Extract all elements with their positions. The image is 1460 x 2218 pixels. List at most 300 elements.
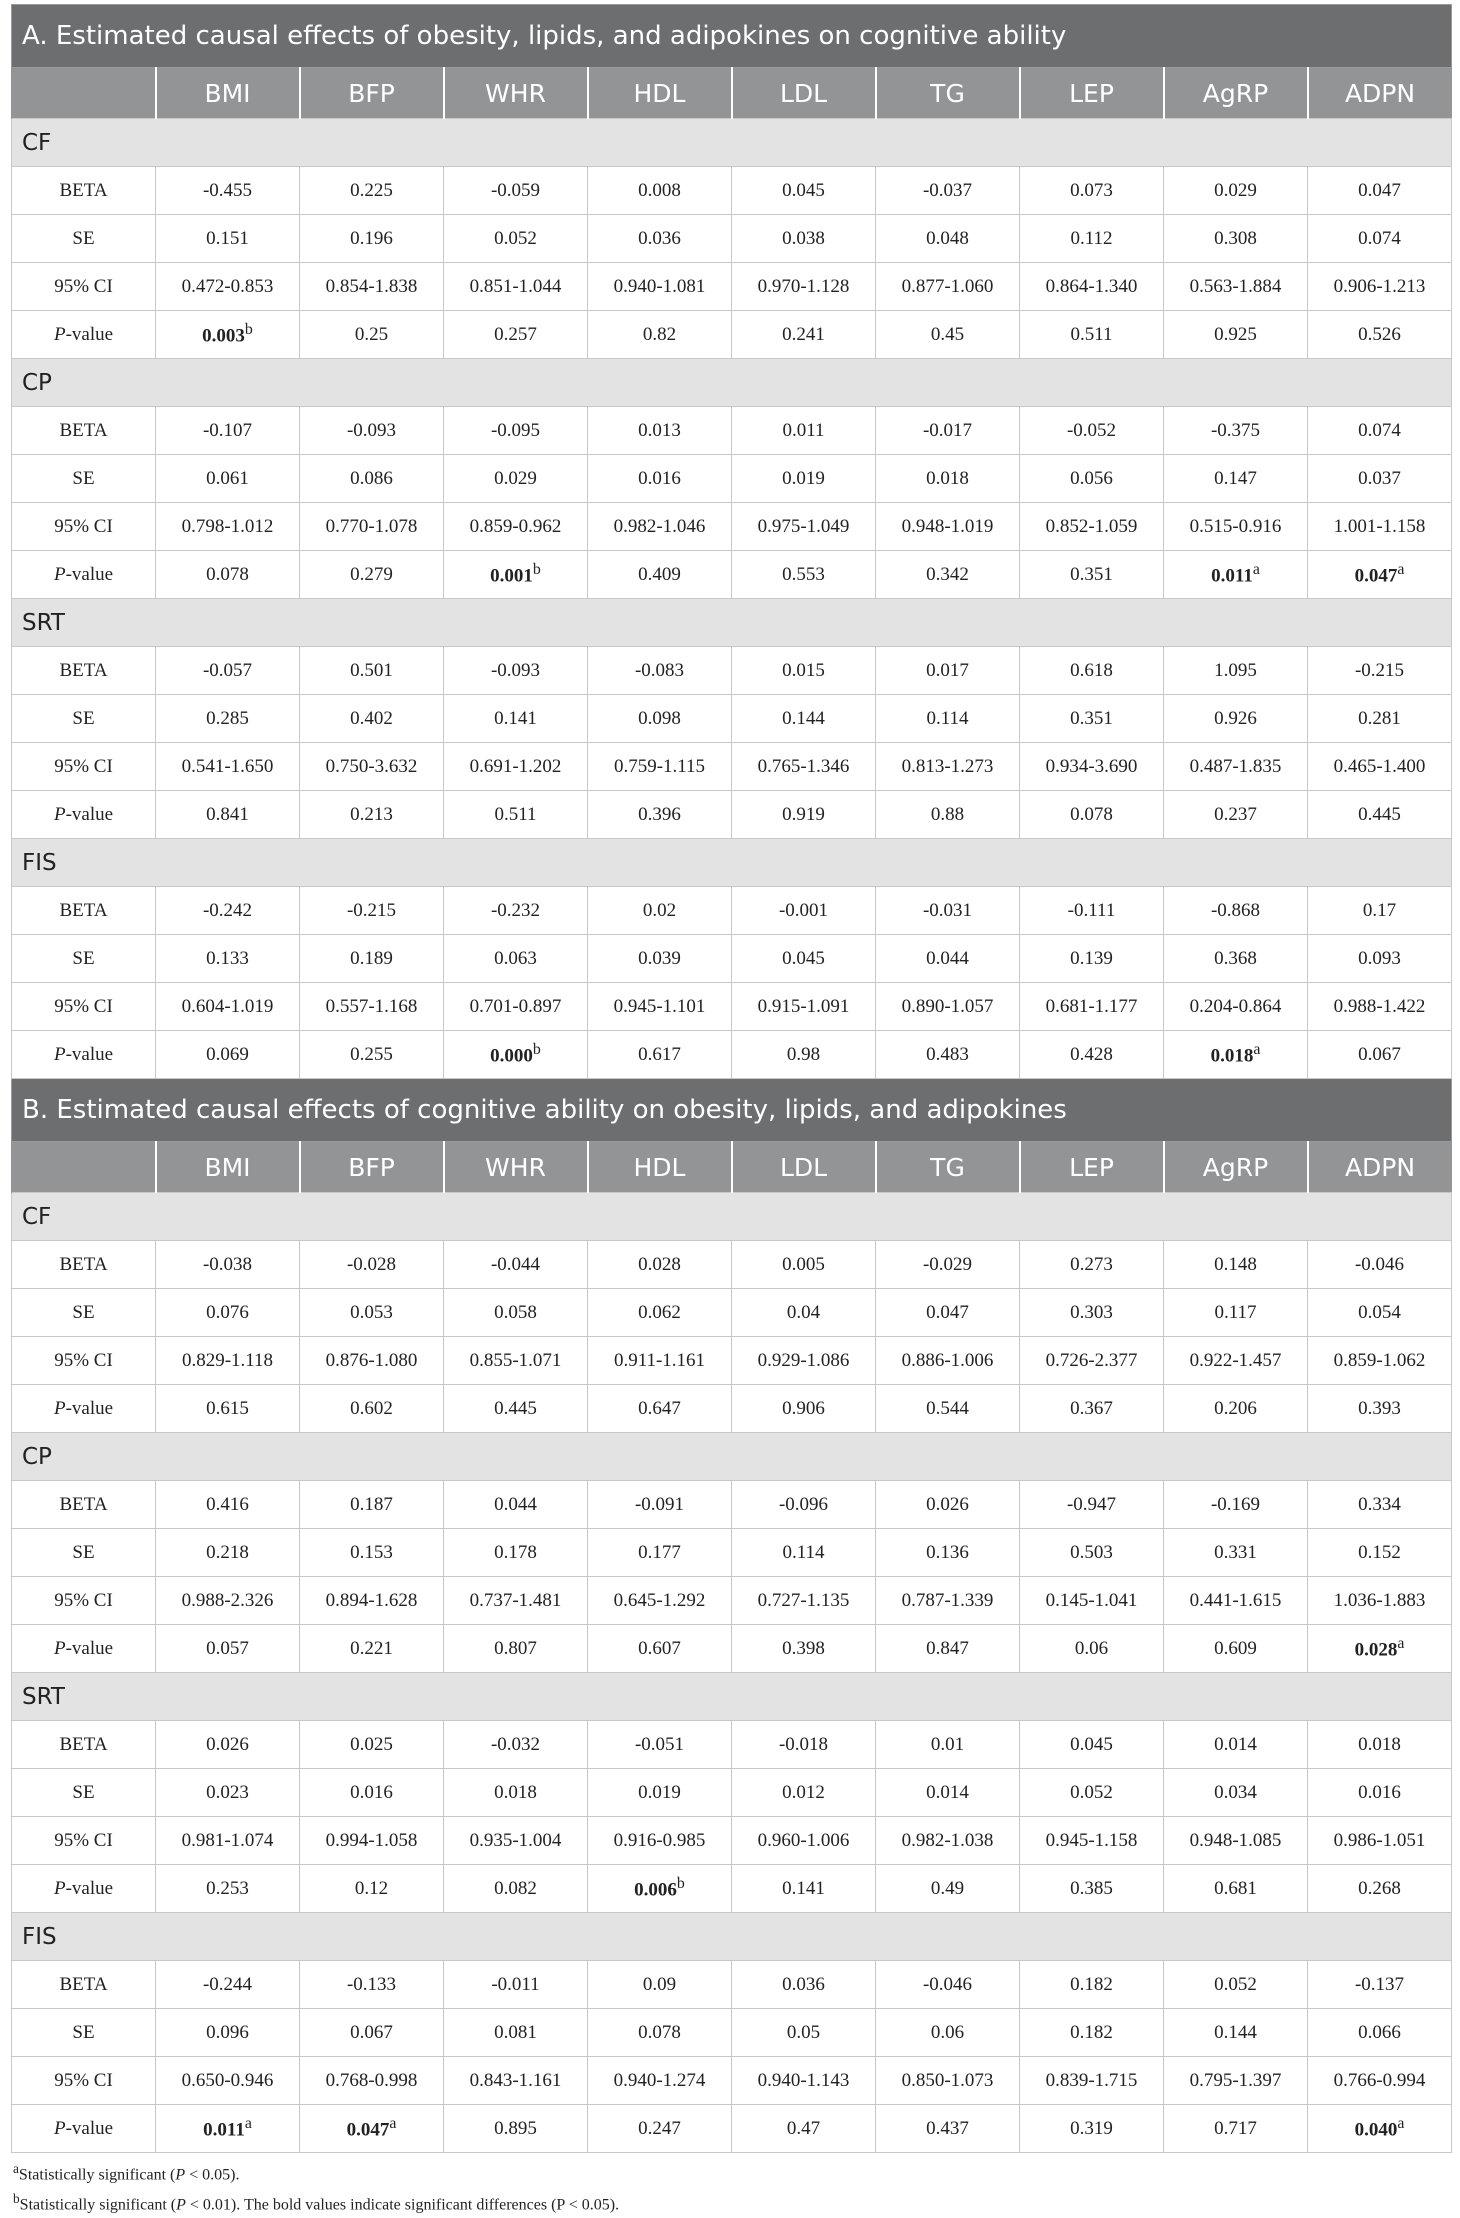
p-value: 0.717 xyxy=(1214,2117,1257,2139)
ci-row xyxy=(12,743,1452,791)
p-value: 0.351 xyxy=(1070,563,1113,585)
p-label-suffix: -value xyxy=(65,803,114,825)
se-cell: 0.177 xyxy=(588,1529,732,1577)
beta-cell: 0.052 xyxy=(1164,1961,1308,2009)
ci-cell: 0.922-1.457 xyxy=(1164,1337,1308,1385)
p-value-row xyxy=(12,2105,1452,2153)
se-cell: 0.061 xyxy=(156,455,300,503)
ci-cell: 0.813-1.273 xyxy=(876,743,1020,791)
se-cell: 0.016 xyxy=(300,1769,444,1817)
row-label: SE xyxy=(12,935,156,983)
ci-cell: 0.787-1.339 xyxy=(876,1577,1020,1625)
p-value: 0.47 xyxy=(786,2117,821,2139)
ci-cell: 0.859-0.962 xyxy=(444,503,588,551)
ci-cell: 0.798-1.012 xyxy=(156,503,300,551)
se-cell: 0.144 xyxy=(732,695,876,743)
p-value: 0.047 xyxy=(346,2119,390,2141)
row-label: BETA xyxy=(12,1241,156,1289)
p-value: 0.841 xyxy=(206,803,249,825)
beta-cell: 0.017 xyxy=(876,647,1020,695)
ci-cell: 0.839-1.715 xyxy=(1020,2057,1164,2105)
beta-row xyxy=(12,647,1452,695)
ci-cell: 0.981-1.074 xyxy=(156,1817,300,1865)
se-cell: 0.048 xyxy=(876,215,1020,263)
beta-cell: -0.052 xyxy=(1020,407,1164,455)
se-cell: 0.144 xyxy=(1164,2009,1308,2057)
se-cell: 0.012 xyxy=(732,1769,876,1817)
p-value-cell xyxy=(156,311,300,359)
p-value-cell xyxy=(1164,1865,1308,1913)
ci-cell: 0.850-1.073 xyxy=(876,2057,1020,2105)
group-name: SRT xyxy=(12,1673,1452,1721)
ci-cell: 0.737-1.481 xyxy=(444,1577,588,1625)
beta-cell: -0.018 xyxy=(732,1721,876,1769)
p-value-cell xyxy=(1164,1031,1308,1079)
ci-cell: 0.911-1.161 xyxy=(588,1337,732,1385)
beta-row xyxy=(12,167,1452,215)
p-value-cell xyxy=(588,791,732,839)
p-value-cell xyxy=(732,1865,876,1913)
ci-cell: 0.204-0.864 xyxy=(1164,983,1308,1031)
p-value: 0.069 xyxy=(206,1043,249,1065)
se-cell: 0.014 xyxy=(876,1769,1020,1817)
se-cell: 0.052 xyxy=(1020,1769,1164,1817)
p-value: 0.607 xyxy=(638,1637,681,1659)
beta-cell: -0.011 xyxy=(444,1961,588,2009)
column-header-row xyxy=(12,68,1452,119)
p-value: 0.268 xyxy=(1358,1877,1401,1899)
significance-marker: b xyxy=(676,1875,685,1893)
p-value: 0.445 xyxy=(1358,803,1401,825)
beta-cell: -0.051 xyxy=(588,1721,732,1769)
section-title-row xyxy=(12,1079,1452,1142)
p-value-cell xyxy=(1308,1625,1452,1673)
p-value: 0.000 xyxy=(490,1045,533,1067)
ci-cell: 0.563-1.884 xyxy=(1164,263,1308,311)
p-value: 0.257 xyxy=(494,323,537,345)
ci-cell: 0.727-1.135 xyxy=(732,1577,876,1625)
row-label xyxy=(12,2105,156,2153)
ci-cell: 0.645-1.292 xyxy=(588,1577,732,1625)
p-value-cell xyxy=(1020,2105,1164,2153)
ci-cell: 0.970-1.128 xyxy=(732,263,876,311)
beta-cell: -0.107 xyxy=(156,407,300,455)
significance-marker: b xyxy=(532,1041,541,1059)
ci-cell: 0.765-1.346 xyxy=(732,743,876,791)
se-cell: 0.076 xyxy=(156,1289,300,1337)
p-value-cell xyxy=(588,311,732,359)
ci-cell: 0.465-1.400 xyxy=(1308,743,1452,791)
ci-cell: 0.982-1.046 xyxy=(588,503,732,551)
se-cell: 0.018 xyxy=(444,1769,588,1817)
column-header: TG xyxy=(876,68,1020,119)
ci-cell: 0.681-1.177 xyxy=(1020,983,1164,1031)
beta-cell: -0.868 xyxy=(1164,887,1308,935)
beta-cell: -0.095 xyxy=(444,407,588,455)
significance-marker: a xyxy=(1397,2115,1405,2133)
beta-row xyxy=(12,1481,1452,1529)
ci-cell: 0.945-1.158 xyxy=(1020,1817,1164,1865)
p-value: 0.409 xyxy=(638,563,681,585)
row-label: BETA xyxy=(12,1961,156,2009)
significance-marker: a xyxy=(389,2115,397,2133)
p-value: 0.011 xyxy=(1211,565,1253,587)
se-cell: 0.093 xyxy=(1308,935,1452,983)
p-value: 0.082 xyxy=(494,1877,537,1899)
beta-cell: -0.242 xyxy=(156,887,300,935)
se-cell: 0.281 xyxy=(1308,695,1452,743)
ci-cell: 0.940-1.143 xyxy=(732,2057,876,2105)
beta-cell: 0.618 xyxy=(1020,647,1164,695)
p-value: 0.807 xyxy=(494,1637,537,1659)
se-cell: 0.034 xyxy=(1164,1769,1308,1817)
group-name: FIS xyxy=(12,839,1452,887)
column-header: HDL xyxy=(588,1142,732,1193)
row-label xyxy=(12,311,156,359)
beta-cell: -0.375 xyxy=(1164,407,1308,455)
beta-cell: 0.182 xyxy=(1020,1961,1164,2009)
se-cell: 0.141 xyxy=(444,695,588,743)
ci-cell: 0.854-1.838 xyxy=(300,263,444,311)
column-header: TG xyxy=(876,1142,1020,1193)
row-label xyxy=(12,1625,156,1673)
beta-cell: 0.273 xyxy=(1020,1241,1164,1289)
beta-cell: 0.334 xyxy=(1308,1481,1452,1529)
se-cell: 0.926 xyxy=(1164,695,1308,743)
row-label: SE xyxy=(12,2009,156,2057)
column-header-blank xyxy=(12,1142,156,1193)
beta-cell: 0.073 xyxy=(1020,167,1164,215)
ci-cell: 0.795-1.397 xyxy=(1164,2057,1308,2105)
p-value-row xyxy=(12,311,1452,359)
p-value-cell xyxy=(300,1625,444,1673)
se-cell: 0.189 xyxy=(300,935,444,983)
p-value: 0.602 xyxy=(350,1397,393,1419)
p-value-cell xyxy=(1020,1865,1164,1913)
p-label-italic: P xyxy=(53,1043,66,1065)
ci-cell: 1.036-1.883 xyxy=(1308,1577,1452,1625)
beta-cell: -0.044 xyxy=(444,1241,588,1289)
significance-marker: b xyxy=(532,561,541,579)
se-cell: 0.196 xyxy=(300,215,444,263)
ci-cell: 0.650-0.946 xyxy=(156,2057,300,2105)
section-title: A. Estimated causal effects of obesity, lipids, and adipokines on cognitive ability xyxy=(12,5,1452,68)
p-value: 0.45 xyxy=(930,323,965,345)
p-value-cell xyxy=(588,1625,732,1673)
ci-cell: 0.948-1.085 xyxy=(1164,1817,1308,1865)
beta-cell: 0.013 xyxy=(588,407,732,455)
footnotes xyxy=(11,2157,1451,2218)
p-value: 0.253 xyxy=(206,1877,249,1899)
se-cell: 0.152 xyxy=(1308,1529,1452,1577)
p-value: 0.028 xyxy=(1354,1639,1398,1661)
ci-cell: 0.940-1.081 xyxy=(588,263,732,311)
group-row xyxy=(12,1673,1452,1721)
beta-cell: -0.093 xyxy=(444,647,588,695)
p-value-cell xyxy=(156,1865,300,1913)
p-value-cell xyxy=(444,1385,588,1433)
ci-cell: 0.855-1.071 xyxy=(444,1337,588,1385)
se-cell: 0.182 xyxy=(1020,2009,1164,2057)
significance-marker: a xyxy=(1253,1041,1261,1059)
se-cell: 0.066 xyxy=(1308,2009,1452,2057)
p-value: 0.057 xyxy=(206,1637,249,1659)
p-value-cell xyxy=(156,551,300,599)
p-value-cell xyxy=(1020,311,1164,359)
column-header: LDL xyxy=(732,68,876,119)
p-value-cell xyxy=(444,791,588,839)
se-cell: 0.016 xyxy=(588,455,732,503)
column-header: HDL xyxy=(588,68,732,119)
se-cell: 0.096 xyxy=(156,2009,300,2057)
beta-cell: 0.008 xyxy=(588,167,732,215)
row-label: 95% CI xyxy=(12,503,156,551)
p-value: 0.647 xyxy=(638,1397,681,1419)
p-value: 0.847 xyxy=(926,1637,969,1659)
row-label: 95% CI xyxy=(12,2057,156,2105)
p-label-italic: P xyxy=(53,323,66,345)
ci-cell: 0.541-1.650 xyxy=(156,743,300,791)
beta-cell: -0.046 xyxy=(1308,1241,1452,1289)
p-value-cell xyxy=(1020,1625,1164,1673)
p-value: 0.615 xyxy=(206,1397,249,1419)
se-cell: 0.153 xyxy=(300,1529,444,1577)
se-cell: 0.081 xyxy=(444,2009,588,2057)
ci-row xyxy=(12,263,1452,311)
p-label-suffix: -value xyxy=(65,1877,114,1899)
se-cell: 0.078 xyxy=(588,2009,732,2057)
ci-cell: 0.557-1.168 xyxy=(300,983,444,1031)
p-value: 0.98 xyxy=(786,1043,821,1065)
p-value-cell xyxy=(1308,1031,1452,1079)
p-value: 0.483 xyxy=(926,1043,969,1065)
ci-row xyxy=(12,1817,1452,1865)
p-value-cell xyxy=(876,551,1020,599)
p-value-cell xyxy=(876,2105,1020,2153)
ci-cell: 0.975-1.049 xyxy=(732,503,876,551)
row-label xyxy=(12,1865,156,1913)
p-value: 0.906 xyxy=(782,1397,825,1419)
se-cell: 0.067 xyxy=(300,2009,444,2057)
p-value: 0.319 xyxy=(1070,2117,1113,2139)
se-row xyxy=(12,695,1452,743)
p-value: 0.06 xyxy=(1074,1637,1109,1659)
row-label: 95% CI xyxy=(12,743,156,791)
p-value: 0.398 xyxy=(782,1637,825,1659)
p-value-cell xyxy=(1308,311,1452,359)
p-value-cell xyxy=(300,791,444,839)
se-cell: 0.05 xyxy=(732,2009,876,2057)
p-value-row xyxy=(12,1625,1452,1673)
se-cell: 0.06 xyxy=(876,2009,1020,2057)
se-cell: 0.029 xyxy=(444,455,588,503)
p-value-cell xyxy=(588,2105,732,2153)
ci-cell: 0.487-1.835 xyxy=(1164,743,1308,791)
beta-row xyxy=(12,1721,1452,1769)
group-row xyxy=(12,1913,1452,1961)
p-label-italic: P xyxy=(53,1637,66,1659)
ci-cell: 0.843-1.161 xyxy=(444,2057,588,2105)
beta-cell: 0.17 xyxy=(1308,887,1452,935)
se-cell: 0.402 xyxy=(300,695,444,743)
se-cell: 0.018 xyxy=(876,455,1020,503)
p-label-italic: P xyxy=(53,1397,66,1419)
p-value-cell xyxy=(1020,1385,1164,1433)
p-value-cell xyxy=(156,1625,300,1673)
ci-cell: 0.750-3.632 xyxy=(300,743,444,791)
row-label: SE xyxy=(12,1289,156,1337)
group-row xyxy=(12,1193,1452,1241)
beta-cell: 0.005 xyxy=(732,1241,876,1289)
p-value-cell xyxy=(876,1385,1020,1433)
p-label-italic: P xyxy=(53,803,66,825)
p-label-italic: P xyxy=(53,2117,66,2139)
p-value-cell xyxy=(732,551,876,599)
beta-cell: -0.017 xyxy=(876,407,1020,455)
ci-cell: 0.906-1.213 xyxy=(1308,263,1452,311)
se-cell: 0.178 xyxy=(444,1529,588,1577)
ci-cell: 0.768-0.998 xyxy=(300,2057,444,2105)
se-cell: 0.368 xyxy=(1164,935,1308,983)
beta-cell: -0.947 xyxy=(1020,1481,1164,1529)
p-value: 0.213 xyxy=(350,803,393,825)
p-value-cell xyxy=(732,1625,876,1673)
group-row xyxy=(12,1433,1452,1481)
se-cell: 0.063 xyxy=(444,935,588,983)
p-value-cell xyxy=(732,311,876,359)
se-row xyxy=(12,215,1452,263)
group-row xyxy=(12,359,1452,407)
ci-cell: 0.859-1.062 xyxy=(1308,1337,1452,1385)
significance-marker: b xyxy=(244,321,253,339)
row-label: BETA xyxy=(12,167,156,215)
ci-row xyxy=(12,2057,1452,2105)
footnote-italic: P xyxy=(176,2196,186,2214)
ci-cell: 0.994-1.058 xyxy=(300,1817,444,1865)
results-table xyxy=(11,4,1452,2153)
significance-marker: a xyxy=(1397,1635,1405,1653)
se-cell: 0.038 xyxy=(732,215,876,263)
p-value: 0.511 xyxy=(1070,323,1113,345)
column-header: WHR xyxy=(444,1142,588,1193)
se-cell: 0.047 xyxy=(876,1289,1020,1337)
beta-cell: -0.111 xyxy=(1020,887,1164,935)
beta-cell: 0.02 xyxy=(588,887,732,935)
se-cell: 0.133 xyxy=(156,935,300,983)
p-value-cell xyxy=(156,791,300,839)
beta-row xyxy=(12,1961,1452,2009)
row-label: SE xyxy=(12,455,156,503)
se-row xyxy=(12,1769,1452,1817)
beta-cell: 1.095 xyxy=(1164,647,1308,695)
beta-cell: -0.215 xyxy=(1308,647,1452,695)
p-value-cell xyxy=(156,2105,300,2153)
ci-cell: 0.929-1.086 xyxy=(732,1337,876,1385)
p-value: 0.919 xyxy=(782,803,825,825)
column-header: BMI xyxy=(156,68,300,119)
beta-cell: 0.045 xyxy=(732,167,876,215)
ci-cell: 0.916-0.985 xyxy=(588,1817,732,1865)
p-value-cell xyxy=(300,1031,444,1079)
column-header: ADPN xyxy=(1308,68,1452,119)
p-value-cell xyxy=(1020,1031,1164,1079)
p-value: 0.895 xyxy=(494,2117,537,2139)
beta-cell: 0.225 xyxy=(300,167,444,215)
p-label-italic: P xyxy=(53,1877,66,1899)
ci-cell: 0.701-0.897 xyxy=(444,983,588,1031)
ci-cell: 0.145-1.041 xyxy=(1020,1577,1164,1625)
section-title: B. Estimated causal effects of cognitive ability on obesity, lipids, and adipokines xyxy=(12,1079,1452,1142)
se-row xyxy=(12,1529,1452,1577)
ci-cell: 0.851-1.044 xyxy=(444,263,588,311)
p-value: 0.003 xyxy=(202,325,245,347)
p-value-cell xyxy=(732,791,876,839)
ci-cell: 0.852-1.059 xyxy=(1020,503,1164,551)
se-cell: 0.039 xyxy=(588,935,732,983)
column-header-blank xyxy=(12,68,156,119)
ci-cell: 0.988-1.422 xyxy=(1308,983,1452,1031)
ci-cell: 0.986-1.051 xyxy=(1308,1817,1452,1865)
p-value-row xyxy=(12,1385,1452,1433)
se-cell: 0.308 xyxy=(1164,215,1308,263)
significance-marker: a xyxy=(244,2115,252,2133)
p-value: 0.49 xyxy=(930,1877,965,1899)
ci-cell: 0.876-1.080 xyxy=(300,1337,444,1385)
p-value: 0.925 xyxy=(1214,323,1257,345)
beta-cell: -0.028 xyxy=(300,1241,444,1289)
beta-cell: 0.09 xyxy=(588,1961,732,2009)
p-value-cell xyxy=(300,1865,444,1913)
group-name: FIS xyxy=(12,1913,1452,1961)
p-value: 0.047 xyxy=(1354,565,1398,587)
ci-cell: 0.877-1.060 xyxy=(876,263,1020,311)
significance-marker: a xyxy=(1397,561,1405,579)
se-cell: 0.098 xyxy=(588,695,732,743)
beta-cell: -0.057 xyxy=(156,647,300,695)
p-value-cell xyxy=(876,1625,1020,1673)
beta-cell: 0.416 xyxy=(156,1481,300,1529)
row-label: 95% CI xyxy=(12,983,156,1031)
ci-cell: 0.982-1.038 xyxy=(876,1817,1020,1865)
p-value-cell xyxy=(1308,1865,1452,1913)
p-value: 0.011 xyxy=(203,2119,245,2141)
beta-cell: -0.031 xyxy=(876,887,1020,935)
se-cell: 0.019 xyxy=(732,455,876,503)
se-cell: 0.045 xyxy=(732,935,876,983)
p-value: 0.393 xyxy=(1358,1397,1401,1419)
p-value-cell xyxy=(300,311,444,359)
p-label-suffix: -value xyxy=(65,1397,114,1419)
p-value-cell xyxy=(876,311,1020,359)
beta-cell: 0.026 xyxy=(156,1721,300,1769)
p-value: 0.255 xyxy=(350,1043,393,1065)
se-cell: 0.086 xyxy=(300,455,444,503)
p-label-suffix: -value xyxy=(65,1637,114,1659)
p-value: 0.396 xyxy=(638,803,681,825)
se-cell: 0.019 xyxy=(588,1769,732,1817)
beta-cell: 0.011 xyxy=(732,407,876,455)
p-label-italic: P xyxy=(53,563,66,585)
p-value: 0.141 xyxy=(782,1877,825,1899)
ci-cell: 0.890-1.057 xyxy=(876,983,1020,1031)
ci-cell: 0.894-1.628 xyxy=(300,1577,444,1625)
p-value-cell xyxy=(156,1385,300,1433)
p-value-row xyxy=(12,1031,1452,1079)
row-label: SE xyxy=(12,215,156,263)
p-value-cell xyxy=(1164,551,1308,599)
p-value: 0.247 xyxy=(638,2117,681,2139)
se-cell: 0.037 xyxy=(1308,455,1452,503)
